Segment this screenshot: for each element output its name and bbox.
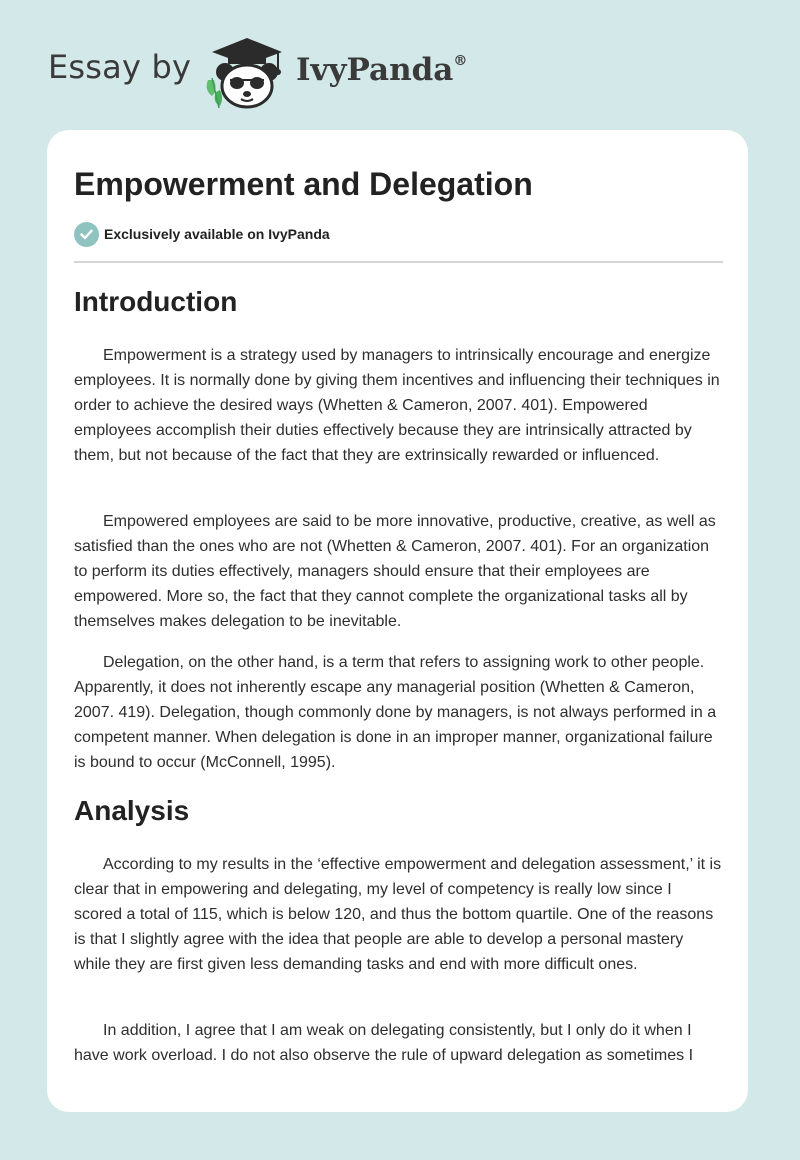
title-divider <box>74 261 723 263</box>
section-heading-analysis: Analysis <box>74 795 190 826</box>
registered-mark: ® <box>453 52 468 69</box>
exclusive-badge <box>74 221 330 247</box>
page-title: Empowerment and Delegation <box>74 166 533 202</box>
paragraph: Empowerment is a strategy used by managers to intrinsically encourage and energize employees. It is normally done by giving them incentives and influencing their techniques in order to achieve the desired ways (Whetten & Cameron, 2007. 401). Empowered employees accomplish their duties effectively because they are intrinsically attracted by them, but not because of the fact that they are extrinsically rewarded or influenced. <box>74 347 720 465</box>
paragraph: In addition, I agree that I am weak on delegating consistently, but I only do it when I have work overload. I do not also observe the rule of upward delegation as sometimes I <box>74 1022 694 1065</box>
brand-label: IvyPanda <box>296 52 454 88</box>
paragraph: According to my results in the ‘effective empowerment and delegation assessment,’ it is clear that in empowering and delegating, my level of competency is really low since I scored a total of 115, which is below 120, and thus the bottom quartile. One of the reasons is that I slightly agree with the idea that people are able to develop a personal mastery while they are first given less demanding tasks and end with more difficult ones. <box>74 856 722 974</box>
paragraph: Empowered employees are said to be more innovative, productive, creative, as well as satisfied than the ones who are not (Whetten & Cameron, 2007. 401). For an organization to perform its duties effectively, managers should ensure that their employees are empowered. More so, the fact that they cannot complete the organizational tasks all by themselves makes delegation to be inevitable. <box>74 513 716 631</box>
site-header <box>48 34 508 112</box>
brand-name[interactable] <box>296 52 467 88</box>
paragraph: Delegation, on the other hand, is a term that refers to assigning work to other people. Apparently, it does not inherently escape any managerial position (Whetten & Cameron, 2007. 419). Delegation, though commonly done by managers, is not always performed in a competent manner. When delegation is done in an improper manner, organizational failure is bound to occur (McConnell, 1995). <box>74 654 717 772</box>
section-heading-introduction: Introduction <box>74 286 238 317</box>
panda-logo-icon[interactable] <box>202 34 292 110</box>
check-icon <box>74 222 99 247</box>
essay-by-label: Essay by <box>48 48 192 86</box>
essay-card <box>47 130 748 1112</box>
exclusive-badge-label: Exclusively available on IvyPanda <box>104 226 330 242</box>
